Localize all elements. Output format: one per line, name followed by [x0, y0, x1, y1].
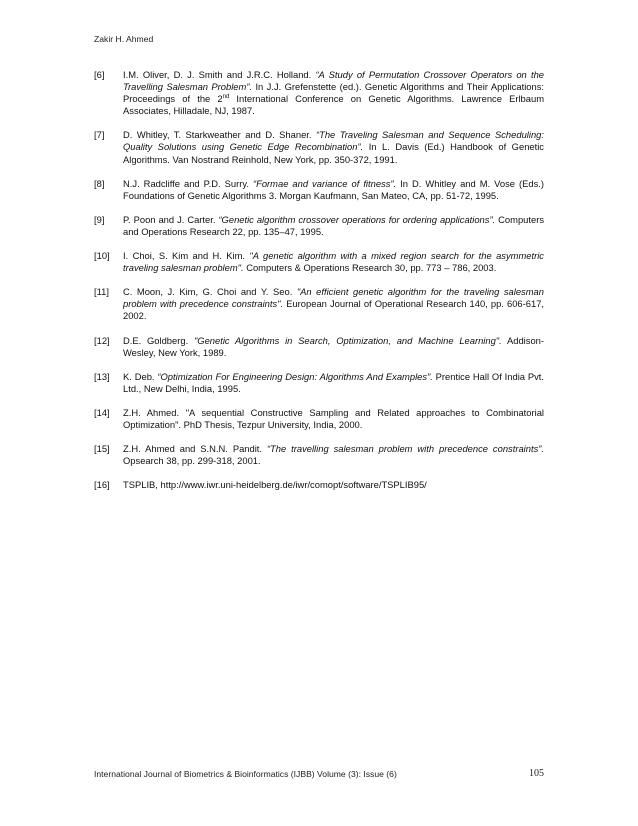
reference-details: Opsearch 38, pp. 299-318, 2001.: [123, 455, 261, 467]
footer-journal: International Journal of Biometrics & Bioinformatics (IJBB) Volume (3): Issue (6): [94, 769, 397, 779]
reference-authors: D. Whitley, T. Starkweather and D. Shaner.: [123, 129, 312, 141]
reference-item: [94, 250, 544, 274]
reference-item: [94, 443, 544, 467]
reference-details-cont: International Conference on Genetic Algorithms. Lawrence Erlbaum Associates, Hilladale, NJ, 1987.: [123, 93, 545, 117]
reference-item: [94, 129, 544, 165]
reference-details: "A sequential Constructive Sampling and Related approaches to Combinatorial Optimization". PhD Thesis, Tezpur University, India, 2000.: [123, 406, 544, 430]
reference-title: “Genetic algorithm crossover operations for ordering applications”.: [218, 213, 496, 225]
reference-authors: Z.H. Ahmed.: [123, 406, 180, 418]
reference-number: [10]: [94, 250, 110, 262]
reference-authors: C. Moon, J. Kim, G. Choi and Y. Seo.: [123, 286, 293, 298]
reference-list: [94, 69, 544, 503]
reference-title: "An efficient genetic algorithm for the traveling salesman problem with precedence constraints".: [123, 286, 544, 310]
reference-title: “Formae and variance of fitness”.: [252, 177, 397, 189]
reference-title: “A Study of Permutation Crossover Operators on the Travelling Salesman Problem”.: [123, 69, 544, 93]
reference-item: [94, 335, 544, 359]
reference-item: [94, 479, 544, 491]
reference-item: [94, 214, 544, 238]
reference-number: [6]: [94, 69, 105, 80]
running-header-author: Zakir H. Ahmed: [94, 34, 154, 44]
reference-number: [9]: [94, 213, 105, 225]
reference-authors: P. Poon and J. Carter.: [123, 213, 216, 225]
reference-details: European Journal of Operational Research 140, pp. 606-617, 2002.: [123, 298, 545, 322]
reference-number: [11]: [94, 286, 109, 298]
reference-number: [12]: [94, 334, 110, 346]
reference-details: Addison-Wesley, New York, 1989.: [123, 334, 545, 358]
reference-number: [15]: [94, 443, 110, 455]
reference-title: “The travelling salesman problem with precedence constraints”.: [266, 443, 544, 455]
ordinal-superscript: nd: [222, 94, 230, 101]
reference-item: [94, 69, 544, 117]
reference-title: "A genetic algorithm with a mixed region search for the asymmetric traveling salesman problem".: [123, 250, 544, 274]
reference-number: [16]: [94, 479, 110, 491]
reference-details: TSPLIB, http://www.iwr.uni-heidelberg.de/iwr/comopt/software/TSPLIB95/: [123, 479, 427, 491]
reference-details: Computers and Operations Research 22, pp. 135–47, 1995.: [123, 213, 545, 237]
reference-title: “The Traveling Salesman and Sequence Scheduling: Quality Solutions using Genetic Edge Recombination”.: [123, 129, 544, 153]
reference-details: Computers & Operations Research 30, pp. 773 – 786, 2003.: [246, 262, 497, 274]
reference-details: In D. Whitley and M. Vose (Eds.) Foundations of Genetic Algorithms 3. Morgan Kaufmann, San Mateo, CA, pp. 51-72, 1995.: [123, 177, 545, 201]
reference-authors: K. Deb.: [123, 370, 155, 382]
reference-item: [94, 178, 544, 202]
reference-details: In J.J. Grefenstette (ed.). Genetic Algorithms and Their Applications: Proceedings of the 2: [123, 81, 544, 105]
reference-item: [94, 371, 544, 395]
reference-number: [14]: [94, 406, 110, 418]
reference-item: [94, 407, 544, 431]
reference-number: [8]: [94, 177, 105, 189]
reference-title: “Optimization For Engineering Design: Algorithms And Examples”.: [157, 370, 433, 382]
reference-details: In L. Davis (Ed.) Handbook of Genetic Algorithms. Van Nostrand Reinhold, New York, pp. 350-372, 1991.: [123, 141, 544, 165]
reference-authors: N.J. Radcliffe and P.D. Surry.: [123, 177, 249, 189]
reference-number: [7]: [94, 129, 105, 141]
page-footer: [94, 769, 544, 779]
reference-title: "Genetic Algorithms in Search, Optimization, and Machine Learning".: [193, 334, 502, 346]
reference-authors: I. Choi, S. Kim and H. Kim.: [123, 250, 246, 262]
reference-number: [13]: [94, 370, 110, 382]
reference-authors: I.M. Oliver, D. J. Smith and J.R.C. Holland.: [123, 69, 312, 80]
reference-item: [94, 286, 544, 322]
reference-authors: Z.H. Ahmed and S.N.N. Pandit.: [123, 443, 263, 455]
reference-authors: D.E. Goldberg.: [123, 334, 189, 346]
reference-details: Prentice Hall Of India Pvt. Ltd., New Delhi, India, 1995.: [123, 370, 544, 394]
page-number: 105: [529, 768, 544, 779]
